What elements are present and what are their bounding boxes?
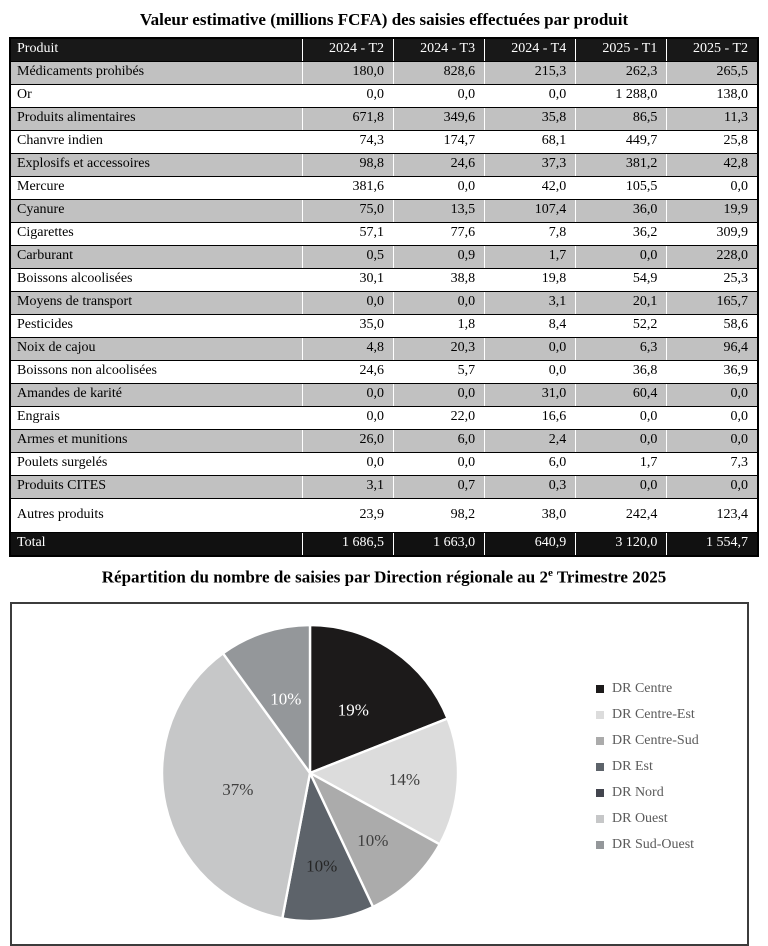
total-value-cell: 1 686,5 — [302, 533, 393, 557]
seizure-value-table — [9, 37, 759, 557]
total-value-cell: 640,9 — [485, 533, 576, 557]
table-row — [10, 85, 758, 108]
value-cell: 0,0 — [302, 407, 393, 430]
legend-swatch — [596, 685, 604, 693]
total-row — [10, 533, 758, 557]
value-cell: 0,7 — [394, 476, 485, 499]
value-cell: 36,0 — [576, 200, 667, 223]
value-cell: 11,3 — [667, 108, 758, 131]
value-cell: 20,3 — [394, 338, 485, 361]
value-cell: 98,2 — [394, 499, 485, 533]
product-name-cell: Moyens de transport — [10, 292, 302, 315]
value-cell: 0,0 — [576, 430, 667, 453]
value-cell: 1,7 — [576, 453, 667, 476]
value-cell: 105,5 — [576, 177, 667, 200]
value-cell: 0,0 — [302, 453, 393, 476]
value-cell: 0,0 — [302, 292, 393, 315]
value-cell: 42,8 — [667, 154, 758, 177]
value-cell: 58,6 — [667, 315, 758, 338]
value-cell: 123,4 — [667, 499, 758, 533]
pie-slice-label: 37% — [222, 779, 254, 799]
table-row — [10, 361, 758, 384]
pie-slice-label: 19% — [337, 699, 369, 719]
value-cell: 3,1 — [485, 292, 576, 315]
value-cell: 180,0 — [302, 62, 393, 85]
header-period: 2025 - T1 — [576, 38, 667, 62]
value-cell: 0,0 — [394, 177, 485, 200]
value-cell: 37,3 — [485, 154, 576, 177]
value-cell: 0,0 — [667, 430, 758, 453]
value-cell: 138,0 — [667, 85, 758, 108]
table-row — [10, 476, 758, 499]
value-cell: 7,8 — [485, 223, 576, 246]
value-cell: 1,7 — [485, 246, 576, 269]
header-period: 2024 - T2 — [302, 38, 393, 62]
pie-slice-label: 10% — [270, 689, 302, 709]
legend-label: DR Sud-Ouest — [612, 836, 695, 852]
product-name-cell: Cyanure — [10, 200, 302, 223]
value-cell: 0,0 — [485, 85, 576, 108]
value-cell: 75,0 — [302, 200, 393, 223]
value-cell: 25,3 — [667, 269, 758, 292]
value-cell: 6,0 — [394, 430, 485, 453]
total-label-cell: Total — [10, 533, 302, 557]
legend-swatch — [596, 737, 604, 745]
value-cell: 4,8 — [302, 338, 393, 361]
value-cell: 60,4 — [576, 384, 667, 407]
product-name-cell: Autres produits — [10, 499, 302, 533]
product-name-cell: Explosifs et accessoires — [10, 154, 302, 177]
value-cell: 26,0 — [302, 430, 393, 453]
legend-item — [596, 780, 699, 806]
legend-label: DR Centre-Est — [612, 706, 695, 722]
table-row — [10, 384, 758, 407]
value-cell: 0,0 — [485, 338, 576, 361]
value-cell: 671,8 — [302, 108, 393, 131]
value-cell: 1 288,0 — [576, 85, 667, 108]
value-cell: 349,6 — [394, 108, 485, 131]
value-cell: 57,1 — [302, 223, 393, 246]
value-cell: 0,0 — [394, 384, 485, 407]
value-cell: 0,0 — [667, 177, 758, 200]
value-cell: 0,0 — [302, 85, 393, 108]
value-cell: 265,5 — [667, 62, 758, 85]
table-row — [10, 407, 758, 430]
value-cell: 0,5 — [302, 246, 393, 269]
pie-chart-panel — [10, 602, 749, 946]
value-cell: 31,0 — [485, 384, 576, 407]
table-row — [10, 154, 758, 177]
header-produit: Produit — [10, 38, 302, 62]
table-row — [10, 246, 758, 269]
legend-label: DR Ouest — [612, 810, 668, 826]
value-cell: 2,4 — [485, 430, 576, 453]
total-value-cell: 1 554,7 — [667, 533, 758, 557]
table-row — [10, 315, 758, 338]
product-name-cell: Amandes de karité — [10, 384, 302, 407]
product-name-cell: Boissons non alcoolisées — [10, 361, 302, 384]
value-cell: 30,1 — [302, 269, 393, 292]
value-cell: 215,3 — [485, 62, 576, 85]
table-row — [10, 292, 758, 315]
value-cell: 42,0 — [485, 177, 576, 200]
pie-slice-label: 10% — [357, 830, 389, 850]
chart-title-text: Répartition du nombre de saisies par Direction régionale au 2 — [101, 567, 549, 587]
value-cell: 23,9 — [302, 499, 393, 533]
table-row — [10, 62, 758, 85]
table-row — [10, 131, 758, 154]
table-row — [10, 223, 758, 246]
legend-item — [596, 754, 699, 780]
value-cell: 77,6 — [394, 223, 485, 246]
product-name-cell: Or — [10, 85, 302, 108]
product-name-cell: Poulets surgelés — [10, 453, 302, 476]
value-cell: 52,2 — [576, 315, 667, 338]
product-name-cell: Armes et munitions — [10, 430, 302, 453]
value-cell: 0,0 — [394, 85, 485, 108]
product-table-body — [10, 62, 758, 533]
value-cell: 98,8 — [302, 154, 393, 177]
table-row — [10, 338, 758, 361]
product-name-cell: Boissons alcoolisées — [10, 269, 302, 292]
value-cell: 35,0 — [302, 315, 393, 338]
header-row — [10, 38, 758, 62]
product-name-cell: Noix de cajou — [10, 338, 302, 361]
value-cell: 68,1 — [485, 131, 576, 154]
legend-label: DR Nord — [612, 784, 664, 800]
table-row — [10, 108, 758, 131]
header-period: 2025 - T2 — [667, 38, 758, 62]
header-period: 2024 - T3 — [394, 38, 485, 62]
value-cell: 0,0 — [576, 476, 667, 499]
value-cell: 96,4 — [667, 338, 758, 361]
value-cell: 228,0 — [667, 246, 758, 269]
value-cell: 1,8 — [394, 315, 485, 338]
product-name-cell: Carburant — [10, 246, 302, 269]
legend-swatch — [596, 711, 604, 719]
value-cell: 24,6 — [394, 154, 485, 177]
value-cell: 165,7 — [667, 292, 758, 315]
value-cell: 309,9 — [667, 223, 758, 246]
table-row — [10, 200, 758, 223]
legend-item — [596, 832, 699, 858]
value-cell: 0,0 — [302, 384, 393, 407]
value-cell: 19,8 — [485, 269, 576, 292]
product-name-cell: Pesticides — [10, 315, 302, 338]
value-cell: 36,8 — [576, 361, 667, 384]
value-cell: 38,0 — [485, 499, 576, 533]
value-cell: 8,4 — [485, 315, 576, 338]
chart-title-suffix: Trimestre 2025 — [552, 567, 667, 587]
value-cell: 6,3 — [576, 338, 667, 361]
value-cell: 20,1 — [576, 292, 667, 315]
pie-slice-label: 10% — [306, 856, 338, 876]
legend-swatch — [596, 789, 604, 797]
value-cell: 0,0 — [394, 453, 485, 476]
value-cell: 0,0 — [576, 246, 667, 269]
value-cell: 3,1 — [302, 476, 393, 499]
value-cell: 74,3 — [302, 131, 393, 154]
table-row — [10, 499, 758, 533]
value-cell: 36,2 — [576, 223, 667, 246]
product-name-cell: Mercure — [10, 177, 302, 200]
value-cell: 828,6 — [394, 62, 485, 85]
value-cell: 174,7 — [394, 131, 485, 154]
legend-item — [596, 702, 699, 728]
value-cell: 0,0 — [667, 476, 758, 499]
product-name-cell: Cigarettes — [10, 223, 302, 246]
chart-title — [0, 567, 768, 588]
value-cell: 35,8 — [485, 108, 576, 131]
legend-swatch — [596, 841, 604, 849]
header-period: 2024 - T4 — [485, 38, 576, 62]
value-cell: 7,3 — [667, 453, 758, 476]
legend-item — [596, 806, 699, 832]
pie-legend — [596, 676, 699, 858]
product-name-cell: Médicaments prohibés — [10, 62, 302, 85]
value-cell: 0,0 — [667, 384, 758, 407]
value-cell: 0,0 — [576, 407, 667, 430]
value-cell: 54,9 — [576, 269, 667, 292]
table-title: Valeur estimative (millions FCFA) des saisies effectuées par produit — [139, 10, 629, 29]
value-cell: 262,3 — [576, 62, 667, 85]
table-row — [10, 430, 758, 453]
value-cell: 0,0 — [394, 292, 485, 315]
legend-item — [596, 728, 699, 754]
value-cell: 24,6 — [302, 361, 393, 384]
value-cell: 449,7 — [576, 131, 667, 154]
value-cell: 0,9 — [394, 246, 485, 269]
table-row — [10, 177, 758, 200]
legend-swatch — [596, 763, 604, 771]
value-cell: 38,8 — [394, 269, 485, 292]
legend-item — [596, 676, 699, 702]
value-cell: 16,6 — [485, 407, 576, 430]
pie-slice-label: 14% — [388, 769, 421, 789]
value-cell: 381,6 — [302, 177, 393, 200]
value-cell: 107,4 — [485, 200, 576, 223]
chart-title-superscript: e — [548, 567, 553, 579]
legend-label: DR Centre-Sud — [612, 732, 699, 748]
product-name-cell: Produits CITES — [10, 476, 302, 499]
table-header — [10, 38, 758, 62]
value-cell: 242,4 — [576, 499, 667, 533]
value-cell: 36,9 — [667, 361, 758, 384]
value-cell: 19,9 — [667, 200, 758, 223]
legend-swatch — [596, 815, 604, 823]
value-cell: 22,0 — [394, 407, 485, 430]
legend-label: DR Est — [612, 758, 653, 774]
table-row — [10, 269, 758, 292]
legend-label: DR Centre — [612, 680, 673, 696]
table-row — [10, 453, 758, 476]
value-cell: 6,0 — [485, 453, 576, 476]
total-value-cell: 3 120,0 — [576, 533, 667, 557]
value-cell: 86,5 — [576, 108, 667, 131]
product-name-cell: Produits alimentaires — [10, 108, 302, 131]
value-cell: 25,8 — [667, 131, 758, 154]
product-name-cell: Chanvre indien — [10, 131, 302, 154]
product-name-cell: Engrais — [10, 407, 302, 430]
total-value-cell: 1 663,0 — [394, 533, 485, 557]
table-footer — [10, 533, 758, 557]
value-cell: 0,0 — [485, 361, 576, 384]
value-cell: 5,7 — [394, 361, 485, 384]
value-cell: 0,3 — [485, 476, 576, 499]
value-cell: 381,2 — [576, 154, 667, 177]
value-cell: 0,0 — [667, 407, 758, 430]
value-cell: 13,5 — [394, 200, 485, 223]
